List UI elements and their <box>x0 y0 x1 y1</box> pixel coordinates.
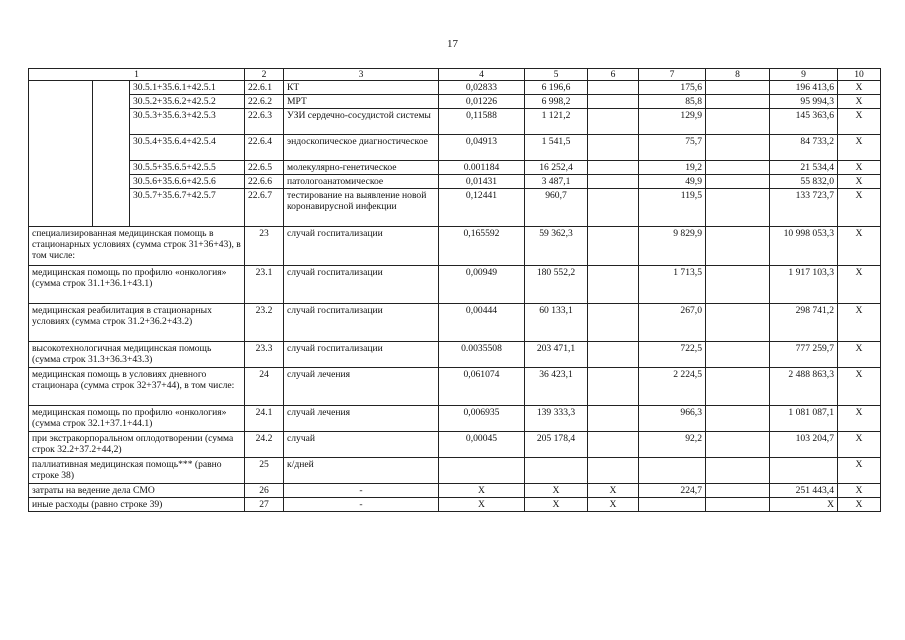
table-cell <box>706 458 770 484</box>
table-body <box>29 69 881 512</box>
table-cell: 84 733,2 <box>770 135 838 161</box>
table-cell: 251 443,4 <box>770 484 838 498</box>
table-cell <box>588 458 639 484</box>
table-cell: 0,02833 <box>439 81 525 95</box>
table-cell: 23 <box>245 227 284 266</box>
table-cell <box>706 406 770 432</box>
table-row <box>29 95 881 109</box>
table-cell: 22.6.7 <box>245 189 284 227</box>
table-cell <box>706 368 770 406</box>
table-row <box>29 484 881 498</box>
table-cell: X <box>838 406 881 432</box>
table-cell: 145 363,6 <box>770 109 838 135</box>
header-cell: 10 <box>838 69 881 81</box>
table-cell <box>588 432 639 458</box>
table-cell: тестирование на выявление новой коронавирусной инфекции <box>284 189 439 227</box>
table-cell: 95 994,3 <box>770 95 838 109</box>
table-cell: X <box>525 484 588 498</box>
table-cell: к/дней <box>284 458 439 484</box>
table-cell <box>588 135 639 161</box>
table-cell: 60 133,1 <box>525 304 588 342</box>
table-cell <box>588 81 639 95</box>
table-cell: при экстракорпоральном оплодотворении (сумма строк 32.2+37.2+44,2) <box>29 432 245 458</box>
table-cell <box>706 342 770 368</box>
header-cell: 2 <box>245 69 284 81</box>
table-cell: 10 998 053,3 <box>770 227 838 266</box>
table-cell <box>525 458 588 484</box>
table-row <box>29 161 881 175</box>
table-cell: случай госпитализации <box>284 266 439 304</box>
table-cell: 0,165592 <box>439 227 525 266</box>
table-cell <box>639 458 706 484</box>
table-cell: 0,00045 <box>439 432 525 458</box>
table-cell: 966,3 <box>639 406 706 432</box>
table-cell <box>588 368 639 406</box>
table-cell <box>588 342 639 368</box>
table-cell: 960,7 <box>525 189 588 227</box>
table-cell <box>588 406 639 432</box>
table-cell <box>706 227 770 266</box>
table-cell: 180 552,2 <box>525 266 588 304</box>
header-cell: 5 <box>525 69 588 81</box>
table-cell: 196 413,6 <box>770 81 838 95</box>
table-cell: 0.001184 <box>439 161 525 175</box>
table-cell: случай госпитализации <box>284 342 439 368</box>
table-cell: X <box>838 81 881 95</box>
table-cell: медицинская помощь по профилю «онкология» (сумма строк 32.1+37.1+44.1) <box>29 406 245 432</box>
table-cell: случай лечения <box>284 368 439 406</box>
table-cell <box>706 81 770 95</box>
table-cell <box>706 161 770 175</box>
table-cell: 92,2 <box>639 432 706 458</box>
table-cell: 24 <box>245 368 284 406</box>
table-cell <box>588 161 639 175</box>
table-cell: X <box>838 109 881 135</box>
table-cell: X <box>838 342 881 368</box>
table-cell: X <box>838 498 881 512</box>
table-cell: иные расходы (равно строке 39) <box>29 498 245 512</box>
table-cell: КТ <box>284 81 439 95</box>
table-cell: 22.6.1 <box>245 81 284 95</box>
table-cell: 3 487,1 <box>525 175 588 189</box>
table-cell: 22.6.4 <box>245 135 284 161</box>
table-cell: патологоанатомическое <box>284 175 439 189</box>
table-cell: 1 917 103,3 <box>770 266 838 304</box>
table-cell: 0,01431 <box>439 175 525 189</box>
header-cell: 9 <box>770 69 838 81</box>
table-cell: МРТ <box>284 95 439 109</box>
table-cell: случай лечения <box>284 406 439 432</box>
table-cell: 26 <box>245 484 284 498</box>
table-cell: 75,7 <box>639 135 706 161</box>
table-cell: 21 534,4 <box>770 161 838 175</box>
table-cell: 119,5 <box>639 189 706 227</box>
table-cell: 23.1 <box>245 266 284 304</box>
table-cell <box>706 266 770 304</box>
table-cell: 25 <box>245 458 284 484</box>
table-cell <box>439 458 525 484</box>
table-cell: случай госпитализации <box>284 227 439 266</box>
table-cell: 24.2 <box>245 432 284 458</box>
table-cell: X <box>838 189 881 227</box>
table-cell <box>588 304 639 342</box>
table-row <box>29 266 881 304</box>
table-cell: 22.6.3 <box>245 109 284 135</box>
table-cell: X <box>838 368 881 406</box>
table-cell <box>706 175 770 189</box>
table-cell: паллиативная медицинская помощь*** (равно строке 38) <box>29 458 245 484</box>
table-cell: 0,061074 <box>439 368 525 406</box>
table-cell: X <box>838 304 881 342</box>
blank-cell <box>93 81 130 227</box>
table-cell <box>588 109 639 135</box>
table-cell: 2 488 863,3 <box>770 368 838 406</box>
table-cell: 103 204,7 <box>770 432 838 458</box>
table-cell: 19,2 <box>639 161 706 175</box>
table-cell: 0.0035508 <box>439 342 525 368</box>
table-row <box>29 458 881 484</box>
table-cell: 129,9 <box>639 109 706 135</box>
header-cell: 8 <box>706 69 770 81</box>
table-cell: 0,01226 <box>439 95 525 109</box>
table-cell: 1 121,2 <box>525 109 588 135</box>
table-cell: 30.5.1+35.6.1+42.5.1 <box>130 81 245 95</box>
table-cell: 16 252,4 <box>525 161 588 175</box>
table-cell: X <box>838 95 881 109</box>
table-cell: X <box>838 458 881 484</box>
table-cell: 0,04913 <box>439 135 525 161</box>
table-cell: X <box>838 135 881 161</box>
table-cell <box>706 109 770 135</box>
table-cell: 298 741,2 <box>770 304 838 342</box>
table-cell <box>706 95 770 109</box>
table-cell: 55 832,0 <box>770 175 838 189</box>
table-cell <box>588 266 639 304</box>
blank-cell <box>29 81 93 227</box>
header-cell: 6 <box>588 69 639 81</box>
table-cell: 777 259,7 <box>770 342 838 368</box>
table-row <box>29 135 881 161</box>
table-row <box>29 498 881 512</box>
table-cell: 0,00444 <box>439 304 525 342</box>
table-row <box>29 189 881 227</box>
header-row <box>29 69 881 81</box>
table-cell: 2 224,5 <box>639 368 706 406</box>
table-cell: 30.5.2+35.6.2+42.5.2 <box>130 95 245 109</box>
header-cell: 1 <box>29 69 245 81</box>
table-cell: X <box>525 498 588 512</box>
table-cell: 9 829,9 <box>639 227 706 266</box>
table-cell: 49,9 <box>639 175 706 189</box>
table-cell: 0,11588 <box>439 109 525 135</box>
table-row <box>29 342 881 368</box>
table-cell: 30.5.4+35.6.4+42.5.4 <box>130 135 245 161</box>
table-cell: 0,006935 <box>439 406 525 432</box>
table-cell: 224,7 <box>639 484 706 498</box>
table-row <box>29 81 881 95</box>
table-cell: 6 196,6 <box>525 81 588 95</box>
table-cell <box>588 95 639 109</box>
table-cell: 22.6.5 <box>245 161 284 175</box>
table-cell: X <box>770 498 838 512</box>
table-cell: X <box>838 266 881 304</box>
table-row <box>29 227 881 266</box>
table-cell <box>706 304 770 342</box>
table-cell <box>706 432 770 458</box>
table-cell: 23.2 <box>245 304 284 342</box>
table-cell: 30.5.3+35.6.3+42.5.3 <box>130 109 245 135</box>
table-cell: X <box>838 175 881 189</box>
table-cell: 1 541,5 <box>525 135 588 161</box>
table-cell: 175,6 <box>639 81 706 95</box>
financing-table <box>28 68 881 512</box>
table-row <box>29 368 881 406</box>
table-cell <box>588 175 639 189</box>
table-cell: 30.5.7+35.6.7+42.5.7 <box>130 189 245 227</box>
table-cell: 85,8 <box>639 95 706 109</box>
table-cell: случай <box>284 432 439 458</box>
table-cell: затраты на ведение дела СМО <box>29 484 245 498</box>
table-cell: 23.3 <box>245 342 284 368</box>
header-cell: 7 <box>639 69 706 81</box>
table-cell: X <box>588 498 639 512</box>
table-cell: 1 081 087,1 <box>770 406 838 432</box>
table-cell: X <box>838 227 881 266</box>
table-row <box>29 109 881 135</box>
table-cell: - <box>284 498 439 512</box>
table-row <box>29 432 881 458</box>
table-cell: 0,12441 <box>439 189 525 227</box>
table-cell: медицинская помощь по профилю «онкология» (сумма строк 31.1+36.1+43.1) <box>29 266 245 304</box>
table-cell: 24.1 <box>245 406 284 432</box>
table-cell: X <box>439 484 525 498</box>
table-cell: 59 362,3 <box>525 227 588 266</box>
table-cell <box>706 189 770 227</box>
table-cell: УЗИ сердечно-сосудистой системы <box>284 109 439 135</box>
page-number: 17 <box>447 38 458 50</box>
table-cell <box>706 484 770 498</box>
table-cell: X <box>838 484 881 498</box>
header-cell: 3 <box>284 69 439 81</box>
table-cell <box>639 498 706 512</box>
table-cell: 205 178,4 <box>525 432 588 458</box>
table-row <box>29 406 881 432</box>
table-cell: 133 723,7 <box>770 189 838 227</box>
table-cell: 30.5.6+35.6.6+42.5.6 <box>130 175 245 189</box>
table-cell: 22.6.2 <box>245 95 284 109</box>
table-cell <box>706 135 770 161</box>
table-cell: специализированная медицинская помощь в стационарных условиях (сумма строк 31+36+43), в том числе: <box>29 227 245 266</box>
header-cell: 4 <box>439 69 525 81</box>
table-row <box>29 304 881 342</box>
table-cell: молекулярно-генетическое <box>284 161 439 175</box>
table-cell: медицинская реабилитация в стационарных условиях (сумма строк 31.2+36.2+43.2) <box>29 304 245 342</box>
table-row <box>29 175 881 189</box>
table-cell: X <box>838 432 881 458</box>
table-cell: 1 713,5 <box>639 266 706 304</box>
table-cell: 27 <box>245 498 284 512</box>
table-cell: X <box>838 161 881 175</box>
table-cell: 6 998,2 <box>525 95 588 109</box>
table-cell: 722,5 <box>639 342 706 368</box>
table-cell <box>588 227 639 266</box>
table-cell: X <box>439 498 525 512</box>
table-cell: - <box>284 484 439 498</box>
table-cell <box>706 498 770 512</box>
table-cell: 203 471,1 <box>525 342 588 368</box>
table-cell: медицинская помощь в условиях дневного стационара (сумма строк 32+37+44), в том числе: <box>29 368 245 406</box>
table-cell: 139 333,3 <box>525 406 588 432</box>
table-cell: высокотехнологичная медицинская помощь (сумма строк 31.3+36.3+43.3) <box>29 342 245 368</box>
table-cell <box>588 189 639 227</box>
table-cell: случай госпитализации <box>284 304 439 342</box>
table-cell <box>770 458 838 484</box>
table-cell: 22.6.6 <box>245 175 284 189</box>
table-cell: X <box>588 484 639 498</box>
table-cell: 267,0 <box>639 304 706 342</box>
table-cell: 30.5.5+35.6.5+42.5.5 <box>130 161 245 175</box>
table-cell: эндоскопическое диагностическое <box>284 135 439 161</box>
table-cell: 36 423,1 <box>525 368 588 406</box>
table-cell: 0,00949 <box>439 266 525 304</box>
